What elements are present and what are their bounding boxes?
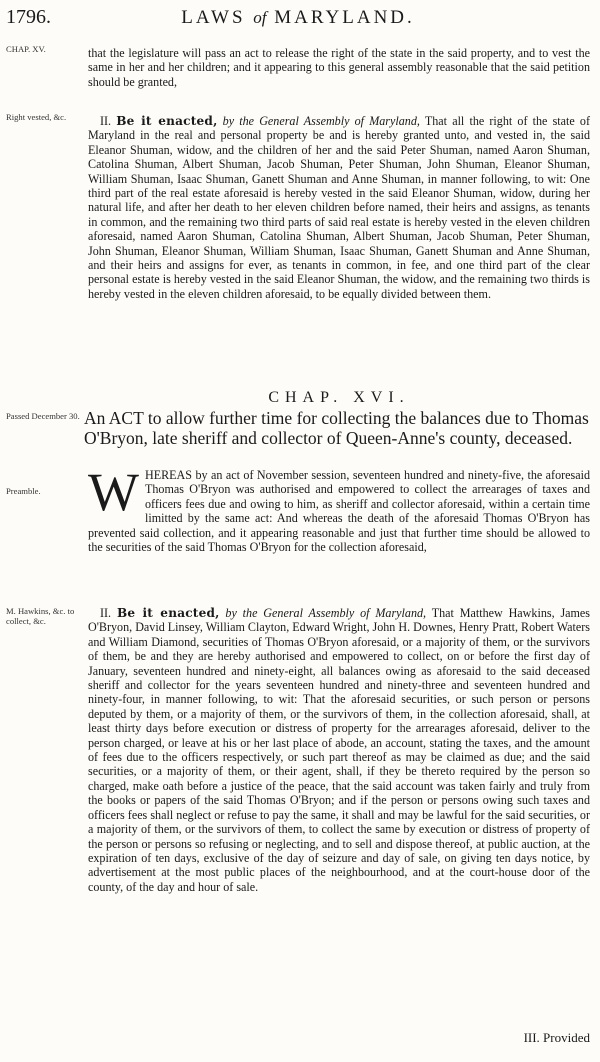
chapter-heading: CHAP. XVI. — [268, 389, 410, 406]
enacting-authority: by the General Assembly of Maryland, — [225, 606, 427, 620]
enacting-words: Be it enacted, — [116, 114, 218, 128]
chap15-tail: that the legislature will pass an act to release the right of the state in the said property, and to vest the same in her and her children; and it appearing to this general assembly reasonable that the said petition should be granted, — [88, 46, 590, 89]
margin-note-right-vested: Right vested, &c. — [6, 112, 67, 122]
chap16-preamble — [88, 462, 590, 555]
preamble-para — [88, 462, 590, 555]
act-title: An ACT to allow further time for collecting the balances due to Thomas O'Bryon, late sheriff and collector of Queen-Anne's county, deceased. — [84, 408, 589, 448]
chap15-section-2 — [88, 114, 590, 301]
chap16-section-2 — [88, 606, 590, 894]
running-title-of: of — [253, 8, 267, 27]
chap15-continuation — [88, 46, 590, 89]
section-number: II. — [100, 606, 112, 620]
page-header — [6, 6, 590, 34]
enacting-words: Be it enacted, — [116, 606, 220, 620]
margin-note-passed: Passed December 30. — [6, 411, 80, 421]
chap16-s2-para — [88, 606, 590, 894]
margin-note-preamble: Preamble. — [6, 486, 41, 496]
section-body: That Matthew Hawkins, James O'Bryon, David Linsey, William Clayton, Edward Wright, John H. Downes, Henry Pratt, Robert Waters and William Diamond, securities of Thomas O'Bryon aforesaid, or a majority of them, or the survivors of them, be and they are hereby authorised and empowered to collect, on or before the first day of January, seventeen hundred and ninety-eight, all balances owing as aforesaid to the said deceased sheriff and collector for the years seventeen hundred and ninety-three and seventeen hundred and ninety-four, in manner following, to wit: That the aforesaid securities, or such person or persons deputed by them, or a majority of them, or the survivors of them, in the collection aforesaid, shall, at least thirty days before execution or distress of property for the arrearages aforesaid, deliver to the person charged, or leave at his or her last place of abode, an account, stating the taxes, and the amount of fees due to the officers respectively, or such part thereof as may be claimed as due; and the said securities, or a majority of them, or their agent, shall, if they be thereto required by the person so charged, make oath before a justice of the peace, that the said account was taken fairly and truly from the books or papers of the said Thomas O'Bryon; and if the person or persons owing such taxes and officers fees shall neglect or refuse to pay the same, it shall and may be lawful for the said securities, or a majority of them, or the survivors of them, to collect the same by execution or distress of property of the person or persons so refusing or neglecting, and to sell and dispose thereof, at public auction, at the expiration of ten days, exclusive of the day of seizure and day of sale, on giving ten days notice, by advertisement at the most public places of the neighbourhood, and at the court-house door of the county, of the day and hour of sale. — [88, 606, 590, 894]
section-body: That all the right of the state of Maryland in the real and personal property be and is hereby granted unto, and vested in, the said Eleanor Shuman, widow, and the children of her and the said Peter Shuman, named Aaron Shuman, Catolina Shuman, Albert Shuman, Jacob Shuman, Peter Shuman, John Shuman, Eleanor Shuman, William Shuman, Isaac Shuman, Ganett Shuman and Anne Shuman, in manner following, to wit: One third part of the real estate aforesaid is hereby vested in the said Eleanor Shuman, widow, during her natural life, and after her death to her eleven children before named, their heirs and assigns, as tenants in common, and the remaining two third parts of said real estate is hereby vested in the eleven children aforesaid, named Aaron Shuman, Catolina Shuman, Albert Shuman, Jacob Shuman, Peter Shuman, John Shuman, Eleanor Shuman, William Shuman, Isaac Shuman, Ganett Shuman and Anne Shuman, and their heirs and assigns for ever, as tenants in common, in fee, and one third part of the clear personal estate is hereby vested in the said Eleanor Shuman, the widow, and the remaining two thirds is hereby vested in the eleven children aforesaid, to be equally divided between them. — [88, 114, 590, 301]
section-number: II. — [100, 114, 112, 128]
drop-capital: W — [88, 462, 139, 522]
margin-note-hawkins: M. Hawkins, &c. to collect, &c. — [6, 606, 75, 626]
running-title — [6, 7, 590, 29]
running-title-right: MARYLAND. — [274, 7, 415, 28]
chap15-s2-para — [88, 114, 590, 301]
preamble-body: HEREAS by an act of November session, seventeen hundred and ninety-five, the aforesaid Thomas O'Bryon was authorised and empowered to collect the arrearages of taxes and officers fees due and owing to him, as sheriff and collector aforesaid, within a certain time limitted by the same act: And whereas the death of the aforesaid Thomas O'Bryon has prevented said collection, and it appearing reasonable and just that further time should be allowed to the securities of the said Thomas O'Bryon for the collection aforesaid, — [88, 468, 590, 555]
catchword: III. Provided — [523, 1030, 590, 1045]
page-year: 1796. — [6, 6, 51, 28]
running-title-left: LAWS — [181, 7, 246, 28]
margin-note-chap: CHAP. XV. — [6, 44, 46, 54]
enacting-authority: by the General Assembly of Maryland, — [222, 114, 420, 128]
